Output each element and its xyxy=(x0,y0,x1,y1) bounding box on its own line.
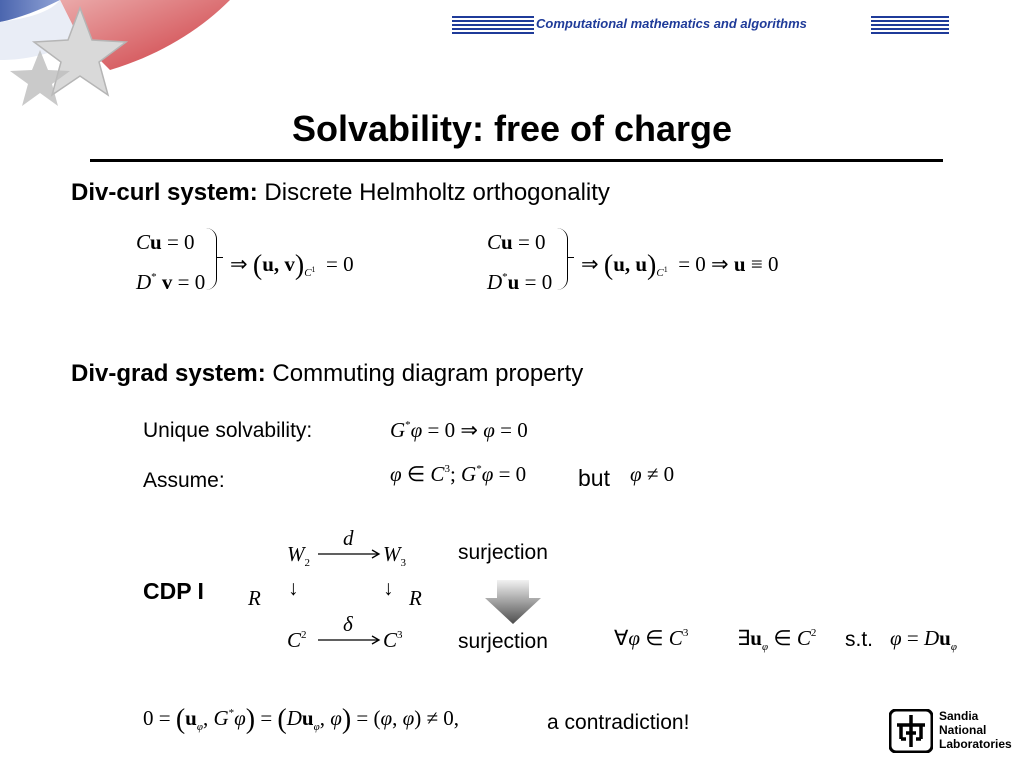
divgrad-heading-bold: Div-grad system: xyxy=(71,360,266,387)
divcurl-eq-right-2: D*u = 0 xyxy=(487,270,553,294)
cdp-down-arrow-left: ↓ xyxy=(288,576,299,600)
cdp-R-left: R xyxy=(248,586,261,610)
cdp-exists-eq: $\exists u_\varphi$ ∈ $C^2$ xyxy=(737,626,817,653)
divcurl-implication-right: ⇒ (u, $u)_{C^1} = 0$ ⇒ u ≡ 0 xyxy=(581,250,779,281)
assume-label: Assume: xyxy=(143,469,225,492)
divcurl-eq-left-2: D* v = 0 xyxy=(136,270,206,294)
cdp-label: CDP I xyxy=(143,578,204,604)
cdp-arrow-bottom xyxy=(318,634,384,646)
header-banner xyxy=(452,15,949,35)
st-text: s.t. xyxy=(845,628,874,651)
cdp-d-label: d xyxy=(343,526,354,550)
divcurl-heading xyxy=(71,179,610,207)
cdp-C2: $C^2$ xyxy=(287,628,307,652)
but-text: but xyxy=(578,465,610,491)
divcurl-heading-bold: Div-curl system: xyxy=(71,179,258,206)
title-rule xyxy=(90,159,943,162)
down-arrow-icon xyxy=(483,580,543,626)
unique-solvability-label: Unique solvability: xyxy=(143,419,313,442)
divcurl-eq-left: Cu = 0 xyxy=(136,230,195,254)
cdp-definition-eq: $\varphi = Du_\varphi$ xyxy=(890,626,957,653)
cdp-C3: $C^3$ xyxy=(383,628,403,652)
banner-stripes-right xyxy=(871,16,949,34)
banner-stripes-left xyxy=(452,16,534,34)
conclusion-eq: $0 = (u_\varphi$, $G^*\varphi) = (Du_\varphi$, φ) = (φ, φ) ≠ 0, xyxy=(143,704,460,735)
divcurl-implication-left: ⇒ (u, $v)_{C^1} = 0$ xyxy=(230,250,354,281)
cdp-forall-eq: ∀φ ∈ $C^3$ xyxy=(614,626,689,650)
logo-line-2: National xyxy=(939,723,987,737)
brace-left xyxy=(206,228,217,290)
cdp-down-arrow-right: ↓ xyxy=(383,576,394,600)
divcurl-heading-rest: Discrete Helmholtz orthogonality xyxy=(257,179,610,206)
banner-text: Computational mathematics and algorithms xyxy=(536,16,807,31)
assume-eq-2: φ ≠ 0 xyxy=(630,462,675,486)
cdp-delta-label: δ xyxy=(343,612,353,636)
surjection-bottom: surjection xyxy=(458,630,548,653)
cdp-W2: $W_2$ xyxy=(287,542,310,569)
logo-line-3: Laboratories xyxy=(939,737,1012,751)
conclusion-text: a contradiction! xyxy=(547,711,690,734)
cdp-W3: $W_3$ xyxy=(383,542,406,569)
surjection-top: surjection xyxy=(458,541,548,564)
assume-eq: φ ∈ $C^3$; G*φ = 0 xyxy=(390,462,527,486)
unique-solvability-eq: G*φ = 0 ⇒ φ = 0 xyxy=(390,418,528,442)
sandia-thunderbird-icon xyxy=(889,709,933,753)
sandia-logo-text xyxy=(939,709,1012,751)
divgrad-heading-rest: Commuting diagram property xyxy=(265,360,584,387)
cdp-R-right: R xyxy=(409,586,422,610)
cdp-arrow-top xyxy=(318,548,384,560)
divcurl-eq-right: Cu = 0 xyxy=(487,230,546,254)
brace-right xyxy=(557,228,568,290)
logo-line-1: Sandia xyxy=(939,709,979,723)
divgrad-heading xyxy=(71,360,583,388)
page-title: Solvability: free of charge xyxy=(291,108,733,149)
